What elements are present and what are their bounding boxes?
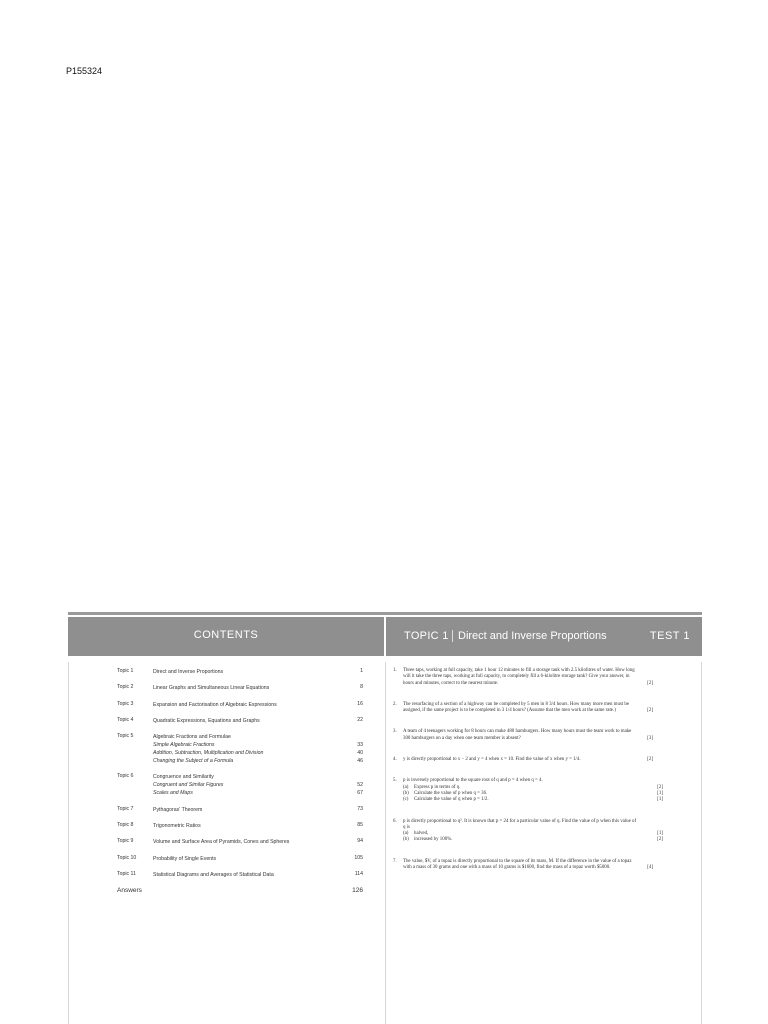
toc-topic-title: Statistical Diagrams and Averages of Statistical Data [153, 871, 274, 878]
toc-entry [117, 773, 363, 797]
question [393, 818, 663, 844]
question-number: 5. [393, 778, 397, 784]
question-number: 7. [393, 858, 397, 864]
topic-label: TOPIC 1 [404, 630, 449, 642]
toc-entry-body [153, 822, 343, 830]
toc-subtopic-page: 52 [357, 782, 363, 789]
toc-entry-body [153, 871, 343, 879]
part-text: increased by 100%. [414, 837, 453, 843]
part-text: Express p in terms of q. [414, 784, 461, 790]
part-text: Calculate the value of q when p = 1/2. [414, 797, 489, 803]
toc-topic-title: Volume and Surface Area of Pyramids, Cones and Spheres [153, 839, 290, 846]
toc-entry-body [153, 701, 343, 709]
toc-topic-title: Algebraic Fractions and Formulae [153, 734, 231, 741]
toc-entry-body [153, 733, 363, 765]
question [393, 757, 653, 763]
toc-entry [117, 838, 363, 846]
toc-topic-title: Expansion and Factorisation of Algebraic Expressions [153, 701, 277, 708]
toc-entry-body [153, 855, 343, 863]
question-text: p is directly proportional to q². It is known that p = 24 for a particular value of q. Find the value of p when this value of q is [403, 818, 637, 830]
toc-page-number: 94 [357, 838, 363, 845]
toc-subtopic [153, 781, 363, 789]
question-text: p is inversely proportional to the square root of q and p = 4 when q = 4. [403, 778, 543, 784]
page-code: P155324 [66, 66, 103, 76]
part-text: Calculate the value of p when q = 36. [414, 790, 488, 796]
question-number: 4. [393, 757, 397, 763]
toc-page-number: 73 [357, 805, 363, 812]
question [393, 778, 663, 803]
question-number: 1. [393, 668, 397, 673]
spine-edge [385, 662, 386, 1024]
question [393, 859, 653, 872]
question-number: 2. [393, 701, 397, 707]
toc-topic-number: Topic 10 [117, 854, 137, 861]
question-part [403, 797, 663, 803]
test-page-title: Direct and Inverse Proportions [458, 630, 607, 642]
toc-entry [117, 684, 363, 692]
part-text: halved, [414, 831, 429, 837]
toc-page-number: 114 [354, 870, 363, 877]
contents-header-band [68, 617, 384, 656]
toc-page-number: 105 [354, 854, 363, 861]
toc-entry-body [153, 806, 343, 814]
question-marks: [2] [647, 708, 653, 714]
toc-entry-body [153, 717, 343, 725]
toc-answers-label: Answers [117, 887, 142, 895]
part-label: (a) [403, 831, 409, 837]
test-label: TEST 1 [649, 630, 690, 642]
toc-subtopic-page: 67 [357, 790, 363, 797]
toc-topic-number: Topic 4 [117, 716, 134, 723]
toc-topic-title: Quadratic Expressions, Equations and Graphs [153, 717, 260, 724]
toc-subtopic [153, 749, 363, 757]
part-marks: [1] [657, 790, 663, 796]
top-rule [68, 612, 702, 615]
toc-entry [117, 701, 363, 709]
toc-topic-number: Topic 8 [117, 822, 134, 829]
toc-entry-body [153, 838, 343, 846]
contents-title: CONTENTS [193, 629, 259, 641]
question [393, 729, 653, 742]
header-separator [452, 630, 453, 642]
question [393, 668, 653, 687]
toc-subtopic-title: Changing the Subject of a Formula [153, 758, 234, 765]
test-header-band [386, 617, 702, 656]
right-page-edge [701, 662, 702, 1024]
part-marks: [1] [657, 797, 663, 803]
table-of-contents [117, 668, 363, 903]
toc-page-number: 22 [357, 716, 363, 723]
question-text: The value, $V, of a topaz is directly proportional to the square of its mass, M. If the difference in the value of a topaz with a mass of 30 grams and one with a mass of 10 grams is $1600, find the mass of a topaz worth $5000. [403, 858, 632, 871]
toc-page-number: 1 [360, 668, 363, 674]
part-label: (b) [403, 837, 409, 843]
toc-entry [117, 733, 363, 765]
toc-entry [117, 822, 363, 830]
toc-subtopic-page: 46 [357, 758, 363, 765]
question-text: The resurfacing of a section of a highway can be completed by 5 men in 8 3/4 hours. How many more men must be assigned, if the same project is to be completed in 3 1/4 hours? (Assume that the men work at the same rate.) [403, 701, 629, 714]
toc-subtopic [153, 789, 363, 797]
toc-subtopic-page: 33 [357, 742, 363, 749]
part-label: (a) [403, 784, 409, 790]
toc-topic-title: Direct and Inverse Proportions [153, 669, 224, 675]
toc-entry [117, 717, 363, 725]
question-text: Three taps, working at full capacity, take 1 hour 12 minutes to fill a storage tank with 2.5 kilolitres of water. How long will it take the three taps, working at full capacity, to completely fill a 6-kilolitre storage tank? Give your answer, in hours and minutes, correct to the nearest minute. [403, 668, 635, 686]
question-number: 6. [393, 818, 397, 824]
toc-topic-number: Topic 1 [117, 668, 134, 674]
toc-topic-title: Linear Graphs and Simultaneous Linear Equations [153, 685, 270, 692]
test-questions [393, 668, 663, 886]
toc-topic-title: Trigonometric Ratios [153, 823, 201, 830]
toc-subtopic [153, 757, 363, 765]
toc-subtopic-page: 40 [357, 750, 363, 757]
toc-entry [117, 668, 363, 676]
part-marks: [2] [657, 837, 663, 843]
question-text: y is directly proportional to x − 2 and y = 4 when x = 10. Find the value of x when y = 1/4. [403, 757, 581, 763]
toc-page-number: 16 [357, 700, 363, 707]
book-spread [68, 612, 702, 1024]
toc-topic-number: Topic 2 [117, 684, 134, 691]
part-label: (c) [403, 797, 409, 803]
question-part [403, 837, 663, 843]
toc-topic-title: Congruence and Similarity [153, 774, 214, 781]
question-marks: [2] [647, 680, 653, 686]
toc-entry-body [153, 684, 343, 692]
toc-answers-entry [117, 887, 363, 894]
toc-entry-body [153, 668, 343, 676]
toc-entry-body [153, 773, 363, 797]
toc-topic-number: Topic 5 [117, 733, 134, 740]
toc-topic-number: Topic 9 [117, 838, 134, 845]
toc-entry [117, 871, 363, 879]
toc-topic-number: Topic 11 [117, 870, 136, 877]
question-marks: [3] [647, 735, 653, 741]
toc-entry [117, 806, 363, 814]
part-label: (b) [403, 790, 409, 796]
toc-topic-title: Pythagoras' Theorem [153, 806, 203, 813]
toc-answers-page: 126 [352, 887, 363, 895]
toc-subtopic-title: Scales and Maps [153, 790, 193, 797]
toc-topic-number: Topic 6 [117, 773, 134, 780]
toc-topic-number: Topic 3 [117, 700, 134, 707]
toc-subtopic [153, 741, 363, 749]
question-text: A team of 4 teenagers working for 8 hours can make 480 hamburgers. How many hours must the team work to make 300 hamburgers on a day when one team member is absent? [403, 729, 632, 741]
part-marks: [1] [657, 831, 663, 837]
question-number: 3. [393, 729, 397, 735]
toc-entry [117, 855, 363, 863]
part-marks: [2] [657, 784, 663, 790]
toc-subtopic-title: Congruent and Similar Figures [153, 782, 224, 789]
toc-page-number: 85 [357, 822, 363, 829]
toc-topic-number: Topic 7 [117, 805, 134, 812]
question-marks: [4] [647, 865, 653, 871]
left-page-edge [68, 662, 69, 1024]
toc-page-number: 8 [360, 684, 363, 691]
toc-topic-title: Probability of Single Events [153, 855, 217, 862]
toc-subtopic-title: Simple Algebraic Fractions [153, 742, 215, 749]
question [393, 702, 653, 715]
toc-subtopic-title: Addition, Subtraction, Multiplication and Division [153, 750, 264, 757]
question-marks: [2] [647, 757, 653, 763]
